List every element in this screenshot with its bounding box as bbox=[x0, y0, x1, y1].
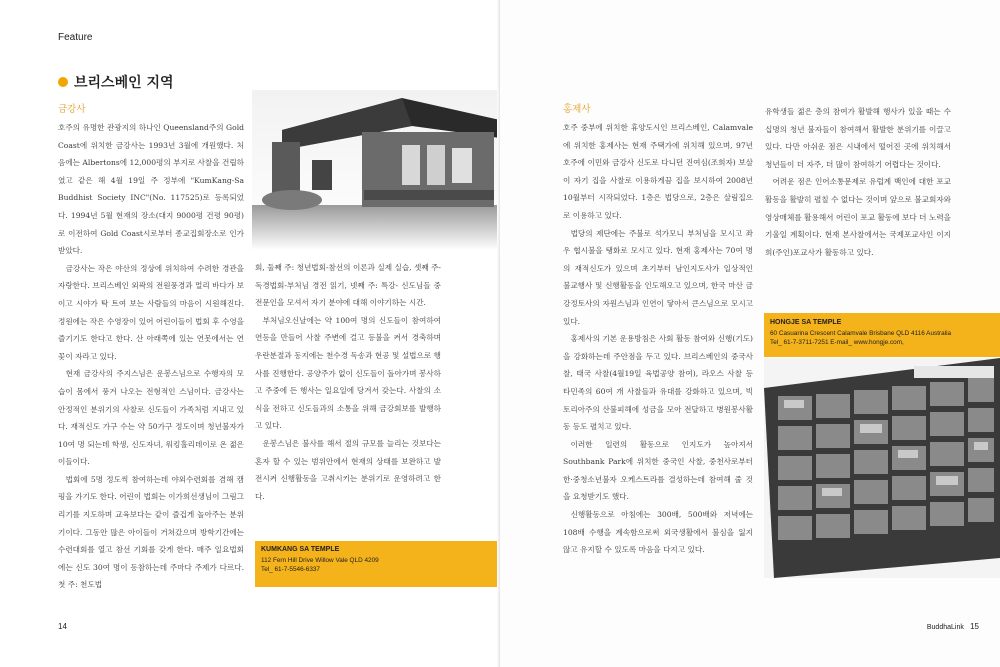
paragraph: 유학생들 젊은 층의 참여가 활발해 행사가 있을 때는 수 십명의 청년 불자들이 참여해서 활발한 분위기를 이끌고 있다. 다만 아쉬운 점은 시내에서 떨어진 곳에 위치해서 청년들이 더 자주, 더 많이 참여하기 어렵다는 것이다. bbox=[765, 107, 951, 169]
kumkang-temple-photo bbox=[252, 90, 500, 250]
paragraph: 현재 금강사의 주지스님은 운봉스님으로 수행자의 모습이 몸에서 풍겨 나오는 전형적인 스님이다. 금강사는 안정적인 분위기의 사찰로 신도들이 가족처럼 지내고 있다. 재적신도 가구 수는 약 50가구 정도이며 청년불자가 10여 명 되는데 학생, 신도자녀, 워킹홀리데이로 온 젊은이들이다. bbox=[58, 369, 244, 467]
hongje-info-box bbox=[764, 313, 1000, 357]
paragraph: 부처님오신날에는 약 100여 명의 신도들이 참여하여 연등을 만들어 사찰 주변에 걸고 등불을 켜서 경축하며 우란분절과 동지에는 천수경 독송과 현공 및 설법으로 행사를 진행한다. 공양주가 없이 신도들이 돌아가며 봉사하고 주중에 든 행사는 일요일에 당겨서 갖는다. 사찰의 소식을 전하고 신도들과의 소통을 위해 금강회보를 발행하고 있다. bbox=[255, 315, 441, 431]
paragraph: 회, 둘째 주: 청년법회-참선의 이론과 실제 실습, 셋째 주-독경법회-부처님 경전 읽기, 넷째 주: 특강- 신도님들 중 전문인을 모셔서 자기 분야에 대해 이야기하는 시간. bbox=[255, 263, 441, 308]
subhead-hongje: 홍제사 bbox=[563, 104, 591, 115]
temple-name: KUMKANG SA TEMPLE bbox=[261, 546, 340, 553]
paragraph: 법회에 5명 정도씩 참여하는데 야외수련회를 겸해 캠핑을 가기도 한다. 어린이 법회는 이가희선생님이 그림그리기를 지도하며 교육보다는 같이 즐겁게 놀아주는 분위기이다. 그동안 많은 아이들이 거쳐갔으며 방학기간에는 수련대회를 열고 참선 기회를 갖게 한다. 매주 일요법회에는 신도 30여 명이 동참하는데 주마다 주제가 다르다. 첫 주: 천도법 bbox=[58, 474, 244, 590]
article-title: 브리스베인 지역 bbox=[74, 75, 174, 91]
left-column-1 bbox=[58, 103, 244, 594]
paragraph: 신행활동으로 아침에는 300배, 500배와 저녁에는 108배 수행을 계속함으로써 외국생활에서 불심을 잃지 않고 유지할 수 있도록 마음을 다지고 있다. bbox=[563, 510, 753, 555]
temple-phone: Tel_ 61-7-3711-7251 E-mail_ www.hongje.com, bbox=[770, 339, 904, 346]
paragraph: 호주 중부에 위치한 휴양도시인 브리스베인, Calamvale에 위치한 홍제사는 현재 주택가에 위치해 있으며, 97년 호주에 이민와 금강사 신도로 다니던 진여심(조희자) 보살이 자기 집을 사찰로 이용하게끔 집을 보시하여 2008년 10월부터 시작되었다. 1층은 법당으로, 2층은 살림집으로 이용하고 있다. bbox=[563, 123, 753, 220]
temple-address: 60 Casuarina Crescent Calamvale Brisbane QLD 4116 Australia bbox=[770, 330, 952, 337]
paragraph: 이러한 일련의 활동으로 인지도가 높아져서 Southbank Park에 위치한 중국인 사찰, 중천사로부터 한·중청소년불자 오케스트라를 결성하는데 참여해 줄 것을 요청받기도 했다. bbox=[563, 439, 753, 502]
page-number-left: 14 bbox=[58, 622, 67, 631]
temple-name: HONGJE SA TEMPLE bbox=[770, 319, 842, 326]
paragraph: 어려운 점은 인어소통문제로 유럽계 백인에 대한 포교활동을 활발히 펼칠 수 없다는 것이며 앞으로 불교회자와 영상매체를 활용해서 어린이 포교 활동에 보다 더 노력을 기울일 계획이다. 현재 본사찰에서는 국제포교사인 이지희(주인)포교사가 활동하고 있다. bbox=[765, 177, 951, 257]
kumkang-info-box bbox=[255, 541, 499, 587]
article-title-block bbox=[58, 72, 174, 92]
paragraph: 금강사는 작은 야산의 정상에 위치하여 수려한 경관을 자랑한다. 브리스베인 외곽의 전원풍경과 멀리 바다가 보이고 시야가 탁 트여 보는 사람들의 마음이 시원해진다. 정원에는 작은 수영장이 있어 어린이들이 법회 후 수영을 즐기기도 한다고 한다. 산 아래쪽에 있는 연못에서는 연꽃이 자라고 있다. bbox=[58, 263, 244, 361]
paragraph: 홍제사의 기본 운용방침은 사회 활동 참여와 신행(기도)을 강화하는데 주안점을 두고 있다. 브리스베인의 중국사찰, 태국 사찰(4월19일 육법공양 참여), 라오스 사찰 등 타민족의 60여 개 사찰들과 유대를 강화하고 있으며, 빅토리아주의 산불피해에 성금을 모아 전달하고 병원봉사활동 등도 펼치고 있다. bbox=[563, 334, 753, 432]
magazine-name: BuddhaLink bbox=[926, 624, 964, 631]
paragraph: 법당의 제단에는 주불로 석가모니 부처님을 모시고 좌우 협시불을 탱화로 모시고 있다. 현재 홍제사는 70여 명의 재적신도가 있으며 초기부터 남인지도사가 일상적인 불교행사 및 신행활동을 인도해오고 있으며, 한국 마산 금강정토사의 자원스님과 인연이 닿아서 큰스님으로 모시고 있다. bbox=[563, 228, 753, 326]
right-page bbox=[500, 0, 1000, 667]
paragraph: 운봉스님은 불사를 해서 절의 규모를 늘리는 것보다는 혼자 할 수 있는 범위안에서 현재의 상태를 보완하고 발전시켜 신행활동을 고취시키는 분위기로 운영하려고 한다. bbox=[255, 438, 441, 501]
right-column-1 bbox=[563, 103, 753, 559]
right-column-2 bbox=[765, 103, 951, 261]
title-bullet-icon bbox=[58, 77, 68, 87]
page-footer-right bbox=[899, 622, 979, 631]
temple-phone: Tel_ 61-7-5546-6337 bbox=[261, 566, 320, 573]
hongje-activity-board-photo bbox=[764, 358, 1000, 578]
section-label: Feature bbox=[58, 32, 93, 43]
temple-address: 112 Fern Hill Drive Willow Vale QLD 4209 bbox=[261, 557, 379, 564]
subhead-kumkang: 금강사 bbox=[58, 104, 86, 115]
paragraph: 호주의 유명한 관광지의 하나인 Queensland주의 Gold Coast에 위치한 금강사는 1993년 3월에 개원했다. 처음에는 Albertons에 12,000평의 부지로 사찰을 건립하였고 같은 해 4월 19일 주 정부에 "KumKang-Sa Buddhist Society INC"(No. 117525)로 등록되었다. 1994년 5월 현재의 장소(대지 9000평 건평 90평)로 이전하여 Gold Coast시로부터 종교집회장소로 인가받았다. bbox=[58, 123, 244, 256]
left-column-2 bbox=[255, 259, 441, 505]
page-number-right: 15 bbox=[970, 622, 979, 631]
